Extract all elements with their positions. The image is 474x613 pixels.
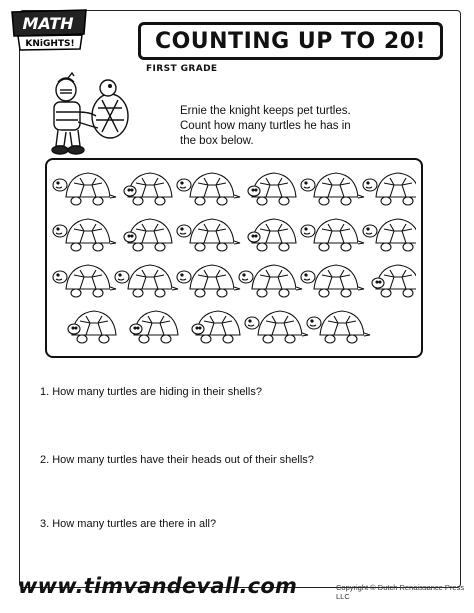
turtle-head-out-icon [307,311,370,343]
turtle-head-out-icon [177,173,240,205]
turtle-head-out-icon [301,265,364,297]
question-3: 3. How many turtles are there in all? [40,518,217,530]
turtle-head-out-icon [301,173,364,205]
turtle-hiding-icon [68,311,116,343]
instructions-text [180,104,420,149]
turtle-hiding-icon [124,173,172,205]
footer-website-url[interactable]: www.timvandevall.com [18,574,298,598]
turtle-head-out-icon [301,219,364,251]
turtle-grid [52,165,416,351]
question-2: 2. How many turtles have their heads out of their shells? [40,454,314,466]
turtle-head-out-icon [177,219,240,251]
turtle-head-out-icon [363,219,416,251]
copyright-notice: Copyright © Dutch Renaissance Press LLC [336,583,465,601]
instructions-line: the box below. [180,135,254,147]
instructions-line: Ernie the knight keeps pet turtles. [180,105,351,117]
turtle-head-out-icon [239,265,302,297]
turtle-head-out-icon [53,219,116,251]
logo-math-text: MATH [22,14,74,33]
turtle-head-out-icon [115,265,178,297]
question-1: 1. How many turtles are hiding in their shells? [40,386,262,398]
turtle-head-out-icon [245,311,308,343]
knight-illustration [38,72,150,160]
page-title: COUNTING UP TO 20! [138,22,443,60]
turtle-hiding-icon [124,219,172,251]
grade-label: FIRST GRADE [146,64,218,74]
turtle-head-out-icon [53,265,116,297]
turtle-hiding-icon [248,173,296,205]
turtle-hiding-icon [248,219,296,251]
instructions-line: Count how many turtles he has in [180,120,351,132]
turtle-head-out-icon [363,173,416,205]
turtle-hiding-icon [130,311,178,343]
turtle-hiding-icon [192,311,240,343]
turtle-head-out-icon [53,173,116,205]
logo-knights-text: KNiGHTS! [25,39,75,49]
turtle-head-out-icon [177,265,240,297]
turtle-hiding-icon [372,265,416,297]
math-knights-logo [8,8,90,52]
